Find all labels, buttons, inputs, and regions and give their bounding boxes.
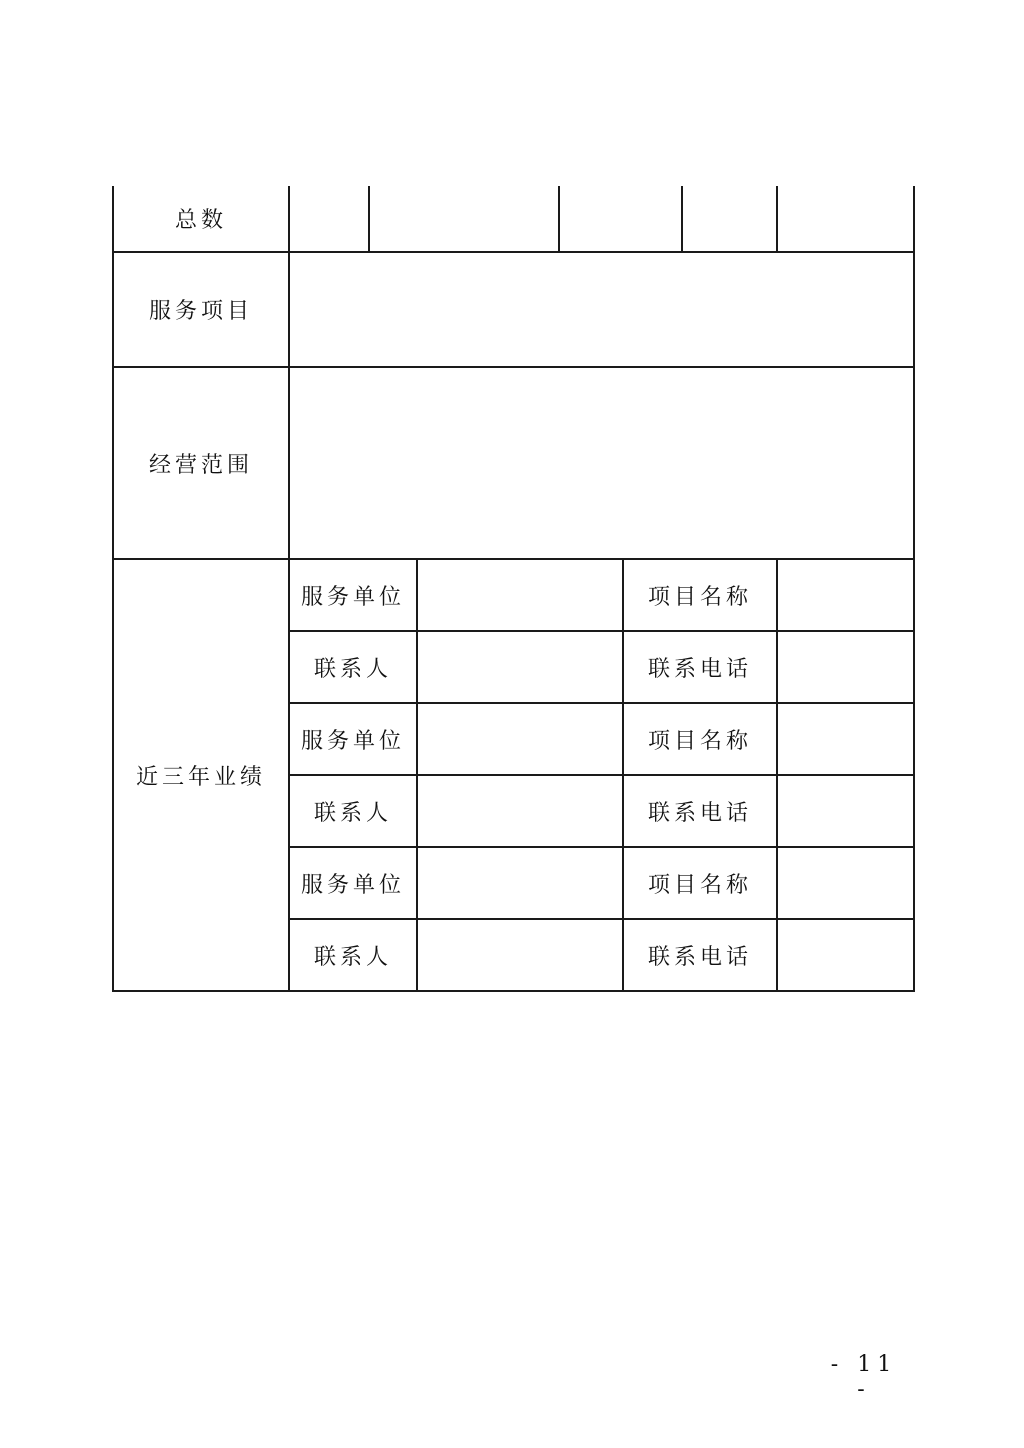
performance-row-right-label: 联系电话 <box>623 775 777 847</box>
performance-row-left-value[interactable] <box>417 703 623 775</box>
service-items-row <box>113 252 914 367</box>
performance-row <box>113 559 914 631</box>
performance-row-left-label: 联系人 <box>289 631 417 703</box>
performance-form-table <box>112 186 915 992</box>
business-scope-field[interactable] <box>289 367 914 559</box>
business-scope-label: 经营范围 <box>113 367 289 559</box>
total-row <box>113 186 914 252</box>
performance-row-right-label: 联系电话 <box>623 631 777 703</box>
total-value-cell-5[interactable] <box>777 186 914 252</box>
performance-row-left-value[interactable] <box>417 559 623 631</box>
performance-row-left-value[interactable] <box>417 847 623 919</box>
performance-row-right-value[interactable] <box>777 847 914 919</box>
performance-row-left-value[interactable] <box>417 631 623 703</box>
total-value-cell-1[interactable] <box>289 186 369 252</box>
performance-row-right-value[interactable] <box>777 703 914 775</box>
business-scope-row <box>113 367 914 559</box>
performance-row-right-label: 项目名称 <box>623 847 777 919</box>
performance-label: 近三年业绩 <box>113 559 289 991</box>
performance-row-left-label: 服务单位 <box>289 703 417 775</box>
service-items-label: 服务项目 <box>113 252 289 367</box>
performance-row-right-value[interactable] <box>777 775 914 847</box>
service-items-field[interactable] <box>289 252 914 367</box>
performance-row-right-value[interactable] <box>777 919 914 991</box>
total-value-cell-2[interactable] <box>369 186 559 252</box>
performance-row-left-label: 服务单位 <box>289 559 417 631</box>
performance-row-right-value[interactable] <box>777 631 914 703</box>
performance-row-right-value[interactable] <box>777 559 914 631</box>
total-value-cell-4[interactable] <box>682 186 777 252</box>
total-label: 总数 <box>113 186 289 252</box>
performance-row-left-value[interactable] <box>417 775 623 847</box>
performance-row-right-label: 项目名称 <box>623 559 777 631</box>
performance-row-left-label: 联系人 <box>289 919 417 991</box>
performance-row-right-label: 联系电话 <box>623 919 777 991</box>
performance-row-left-label: 服务单位 <box>289 847 417 919</box>
total-value-cell-3[interactable] <box>559 186 682 252</box>
performance-row-left-value[interactable] <box>417 919 623 991</box>
page-number: - 11 - <box>830 1352 898 1402</box>
performance-row-left-label: 联系人 <box>289 775 417 847</box>
performance-row-right-label: 项目名称 <box>623 703 777 775</box>
